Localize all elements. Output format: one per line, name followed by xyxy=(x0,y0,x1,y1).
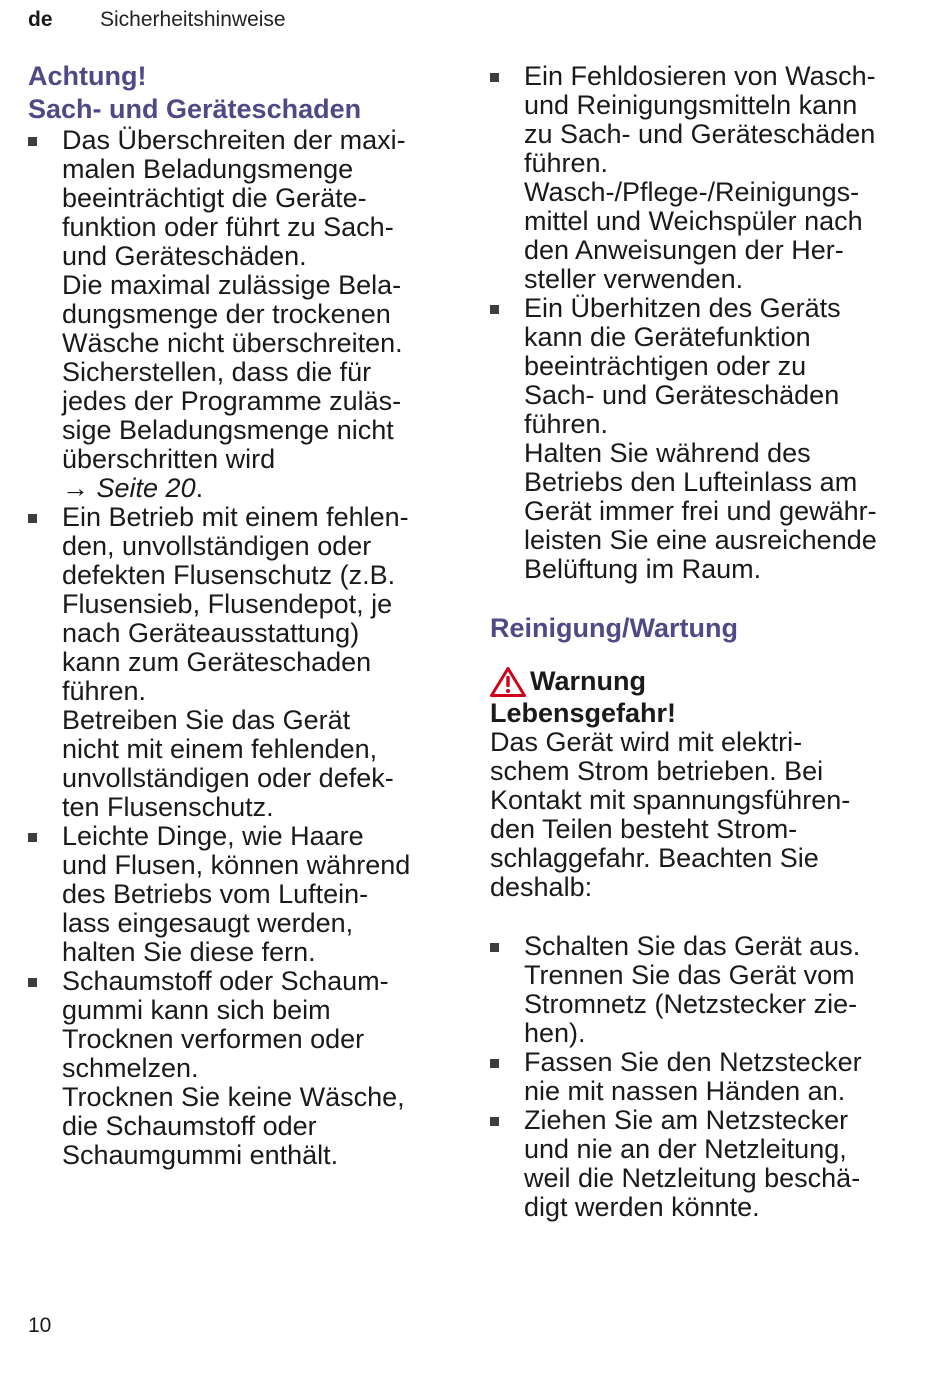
item-text-line: Ein Überhitzen des Geräts xyxy=(524,293,841,323)
item-text-line: malen Beladungsmenge xyxy=(62,154,354,184)
item-text-line: beeinträchtigen oder zu xyxy=(524,351,807,381)
square-bullet-icon xyxy=(28,514,37,523)
item-text-line: Das Überschreiten der maxi- xyxy=(62,125,406,155)
warning-text-line: deshalb: xyxy=(490,872,593,902)
item-text-line: kann die Gerätefunktion xyxy=(524,322,811,352)
right-safety-list-bottom xyxy=(490,932,920,1222)
item-text-line: Sicherstellen, dass die für xyxy=(62,357,372,387)
item-text-line: Wäsche nicht überschreiten. xyxy=(62,328,403,358)
item-text-line: nach Geräteausstattung) xyxy=(62,618,360,648)
item-text-line: halten Sie diese fern. xyxy=(62,937,316,967)
item-text-line: ten Flusenschutz. xyxy=(62,792,274,822)
item-text-line: Ziehen Sie am Netzstecker xyxy=(524,1105,849,1135)
warning-text-line: schlaggefahr. Beachten Sie xyxy=(490,843,819,873)
item-text-line: sige Beladungsmenge nicht xyxy=(62,415,394,445)
item-text-line: unvollständigen oder defek- xyxy=(62,763,394,793)
item-text-line: zu Sach- und Geräteschäden xyxy=(524,119,876,149)
item-text-line: und nie an der Netzleitung, xyxy=(524,1134,847,1164)
warning-text-line: Kontakt mit spannungsführen- xyxy=(490,785,851,815)
warning-label: Warnung xyxy=(530,666,646,696)
square-bullet-icon xyxy=(28,978,37,987)
square-bullet-icon xyxy=(490,1059,499,1068)
list-item xyxy=(490,62,920,294)
item-text-line: Die maximal zulässige Bela- xyxy=(62,270,402,300)
list-item xyxy=(28,822,448,967)
item-text-line: schmelzen. xyxy=(62,1053,199,1083)
cleaning-maintenance-heading: Reinigung/Wartung xyxy=(490,613,738,643)
item-text-line: Belüftung im Raum. xyxy=(524,554,762,584)
list-item xyxy=(28,126,448,503)
item-text-line: funktion oder führt zu Sach- xyxy=(62,212,394,242)
reference-punctuation: . xyxy=(195,473,204,503)
arrow-right-icon: → xyxy=(62,473,97,503)
item-text-line: gummi kann sich beim xyxy=(62,995,331,1025)
item-text-line: lass eingesaugt werden, xyxy=(62,908,354,938)
item-text-line: Schaumgummi enthält. xyxy=(62,1140,339,1170)
list-item xyxy=(490,932,920,1048)
item-text-line: und Flusen, können während xyxy=(62,850,411,880)
item-text-line: Halten Sie während des xyxy=(524,438,811,468)
item-text-line: weil die Netzleitung beschä- xyxy=(524,1163,861,1193)
list-item xyxy=(490,294,920,584)
square-bullet-icon xyxy=(28,833,37,842)
list-item xyxy=(490,1106,920,1222)
item-text-line: kann zum Geräteschaden xyxy=(62,647,372,677)
item-text-line: den, unvollständigen oder xyxy=(62,531,372,561)
list-item xyxy=(28,967,448,1170)
item-text-line: des Betriebs vom Luftein- xyxy=(62,879,369,909)
item-text-line: überschritten wird xyxy=(62,444,276,474)
item-text-line: Ein Fehldosieren von Wasch- xyxy=(524,61,876,91)
item-text-line: hen). xyxy=(524,1018,586,1048)
danger-to-life-label: Lebensgefahr! xyxy=(490,698,677,728)
language-code: de xyxy=(28,8,53,31)
page-reference[interactable] xyxy=(62,474,448,503)
item-text-line: Trocknen verformen oder xyxy=(62,1024,365,1054)
item-text-line: und Reinigungsmitteln kann xyxy=(524,90,858,120)
item-text-line: jedes der Programme zuläs- xyxy=(62,386,402,416)
page-header xyxy=(28,8,286,36)
item-text-line: Leichte Dinge, wie Haare xyxy=(62,821,364,851)
warning-block xyxy=(490,665,920,902)
list-item xyxy=(490,1048,920,1106)
item-text-line: steller verwenden. xyxy=(524,264,744,294)
item-text-line: nicht mit einem fehlenden, xyxy=(62,734,378,764)
item-text-line: Wasch-/Pflege-/Reinigungs- xyxy=(524,177,860,207)
item-text-line: die Schaumstoff oder xyxy=(62,1111,317,1141)
item-text-line: Ein Betrieb mit einem fehlen- xyxy=(62,502,409,532)
square-bullet-icon xyxy=(490,73,499,82)
item-text-line: mittel und Weichspüler nach xyxy=(524,206,863,236)
item-text-line: Schalten Sie das Gerät aus. xyxy=(524,931,861,961)
item-text-line: führen. xyxy=(524,409,609,439)
item-text-line: Trocknen Sie keine Wäsche, xyxy=(62,1082,405,1112)
left-column xyxy=(28,60,448,1170)
item-text-line: defekten Flusenschutz (z.B. xyxy=(62,560,396,590)
item-text-line: Sach- und Geräteschäden xyxy=(524,380,840,410)
warning-title xyxy=(490,665,920,698)
warning-text-line: Das Gerät wird mit elektri- xyxy=(490,727,803,757)
square-bullet-icon xyxy=(490,1117,499,1126)
item-text-line: leisten Sie eine ausreichende xyxy=(524,525,877,555)
warning-paragraph xyxy=(490,728,920,902)
warning-triangle-icon xyxy=(490,667,526,697)
item-text-line: und Geräteschäden. xyxy=(62,241,307,271)
warning-text-line: den Teilen besteht Strom- xyxy=(490,814,798,844)
page-number: 10 xyxy=(28,1314,52,1337)
right-column xyxy=(490,60,920,1222)
item-text-line: führen. xyxy=(524,148,609,178)
item-text-line: Schaumstoff oder Schaum- xyxy=(62,966,389,996)
warning-text-line: schem Strom betrieben. Bei xyxy=(490,756,824,786)
item-text-line: Fassen Sie den Netzstecker xyxy=(524,1047,862,1077)
item-text-line: führen. xyxy=(62,676,147,706)
item-text-line: Betriebs den Lufteinlass am xyxy=(524,467,858,497)
left-safety-list xyxy=(28,126,448,1170)
item-text-line: Flusensieb, Flusendepot, je xyxy=(62,589,393,619)
square-bullet-icon xyxy=(490,305,499,314)
section-title: Sicherheitshinweise xyxy=(100,8,286,31)
item-text-line: Betreiben Sie das Gerät xyxy=(62,705,351,735)
caution-heading: Achtung! xyxy=(28,61,147,91)
item-text-line: Gerät immer frei und gewähr- xyxy=(524,496,877,526)
item-text-line: Stromnetz (Netzstecker zie- xyxy=(524,989,858,1019)
page-reference-text: Seite 20 xyxy=(96,473,196,503)
item-text-line: den Anweisungen der Her- xyxy=(524,235,844,265)
damage-heading: Sach- und Geräteschaden xyxy=(28,94,362,124)
item-text-line: dungsmenge der trockenen xyxy=(62,299,391,329)
item-text-line: beeinträchtigt die Geräte- xyxy=(62,183,367,213)
right-safety-list-top xyxy=(490,62,920,584)
item-text-line: digt werden könnte. xyxy=(524,1192,760,1222)
item-text-line: Trennen Sie das Gerät vom xyxy=(524,960,855,990)
square-bullet-icon xyxy=(490,943,499,952)
item-text-line: nie mit nassen Händen an. xyxy=(524,1076,846,1106)
list-item xyxy=(28,503,448,822)
square-bullet-icon xyxy=(28,137,37,146)
